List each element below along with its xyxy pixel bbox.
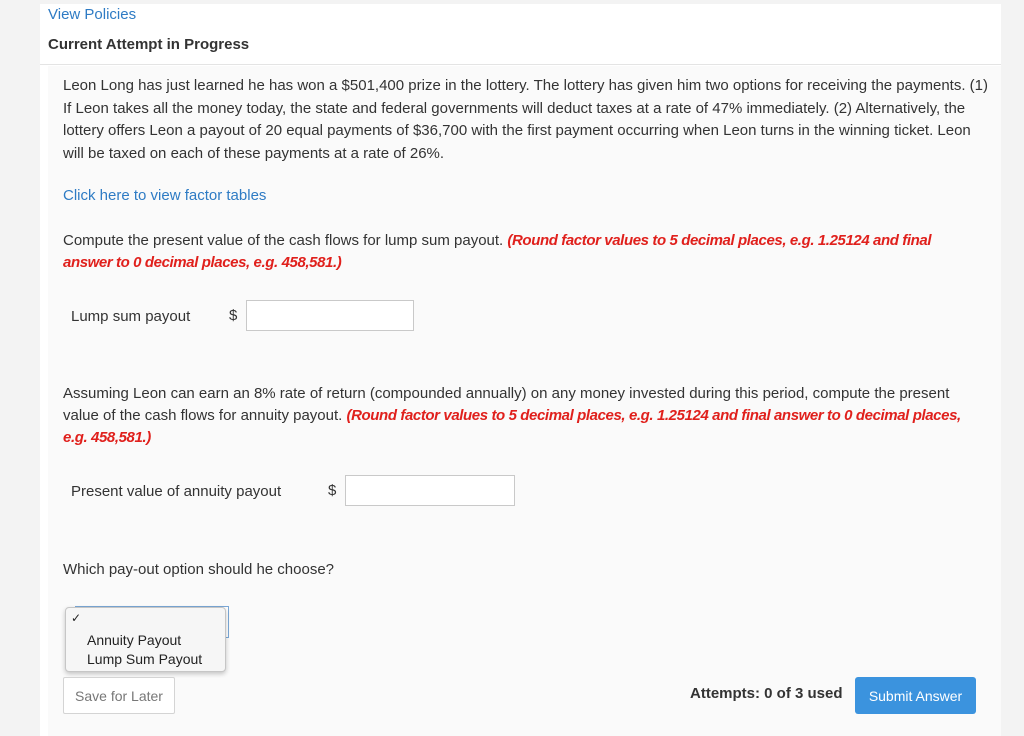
- rounding-hint: (Round factor values to 5 decimal places, e.g. 1.25124 and final answer to 0 decimal places, e.g. 458,581.): [63, 407, 961, 446]
- question-annuity-text: Assuming Leon can earn an 8% rate of return (compounded annually) on any money invested during this period, compute the present value of the cash flows for annuity payout.: [63, 385, 950, 424]
- factor-tables-link[interactable]: Click here to view factor tables: [63, 187, 267, 204]
- lump-sum-label: Lump sum payout: [71, 308, 191, 325]
- option-lump-sum-payout[interactable]: Lump Sum Payout: [87, 651, 203, 667]
- submit-answer-button[interactable]: Submit Answer: [855, 677, 976, 714]
- annuity-payout-label: Present value of annuity payout: [71, 483, 282, 500]
- payout-option-dropdown-menu: [65, 607, 226, 672]
- currency-symbol: $: [328, 482, 337, 499]
- question-annuity: [63, 383, 978, 449]
- option-annuity-payout[interactable]: Annuity Payout: [87, 632, 182, 648]
- question-lump-sum: [63, 230, 978, 274]
- annuity-payout-input[interactable]: [345, 475, 515, 506]
- save-for-later-button[interactable]: Save for Later: [63, 677, 175, 714]
- question-lump-sum-text: Compute the present value of the cash flows for lump sum payout.: [63, 232, 508, 249]
- rounding-hint: (Round factor values to 5 decimal places, e.g. 1.25124 and final answer to 0 decimal places, e.g. 458,581.): [63, 232, 932, 271]
- problem-statement: Leon Long has just learned he has won a $501,400 prize in the lottery. The lottery has given him two options for receiving the payments. (1) If Leon takes all the money today, the state and federal governments will deduct taxes at a rate of 47% immediately. (2) Alternatively, the lottery offers Leon a payout of 20 equal payments of $36,700 with the first payment occurring when Leon turns in the winning ticket. Leon will be taxed on each of these payments at a rate of 26%.: [63, 77, 988, 162]
- lump-sum-input[interactable]: [246, 300, 414, 331]
- view-policies-link[interactable]: View Policies: [48, 6, 137, 23]
- check-icon: ✓: [71, 611, 82, 625]
- attempts-counter: Attempts: 0 of 3 used: [690, 685, 843, 702]
- attempt-heading: Current Attempt in Progress: [48, 36, 250, 53]
- question-choice: Which pay-out option should he choose?: [63, 561, 335, 578]
- header-divider: [40, 64, 1001, 65]
- currency-symbol: $: [229, 307, 238, 324]
